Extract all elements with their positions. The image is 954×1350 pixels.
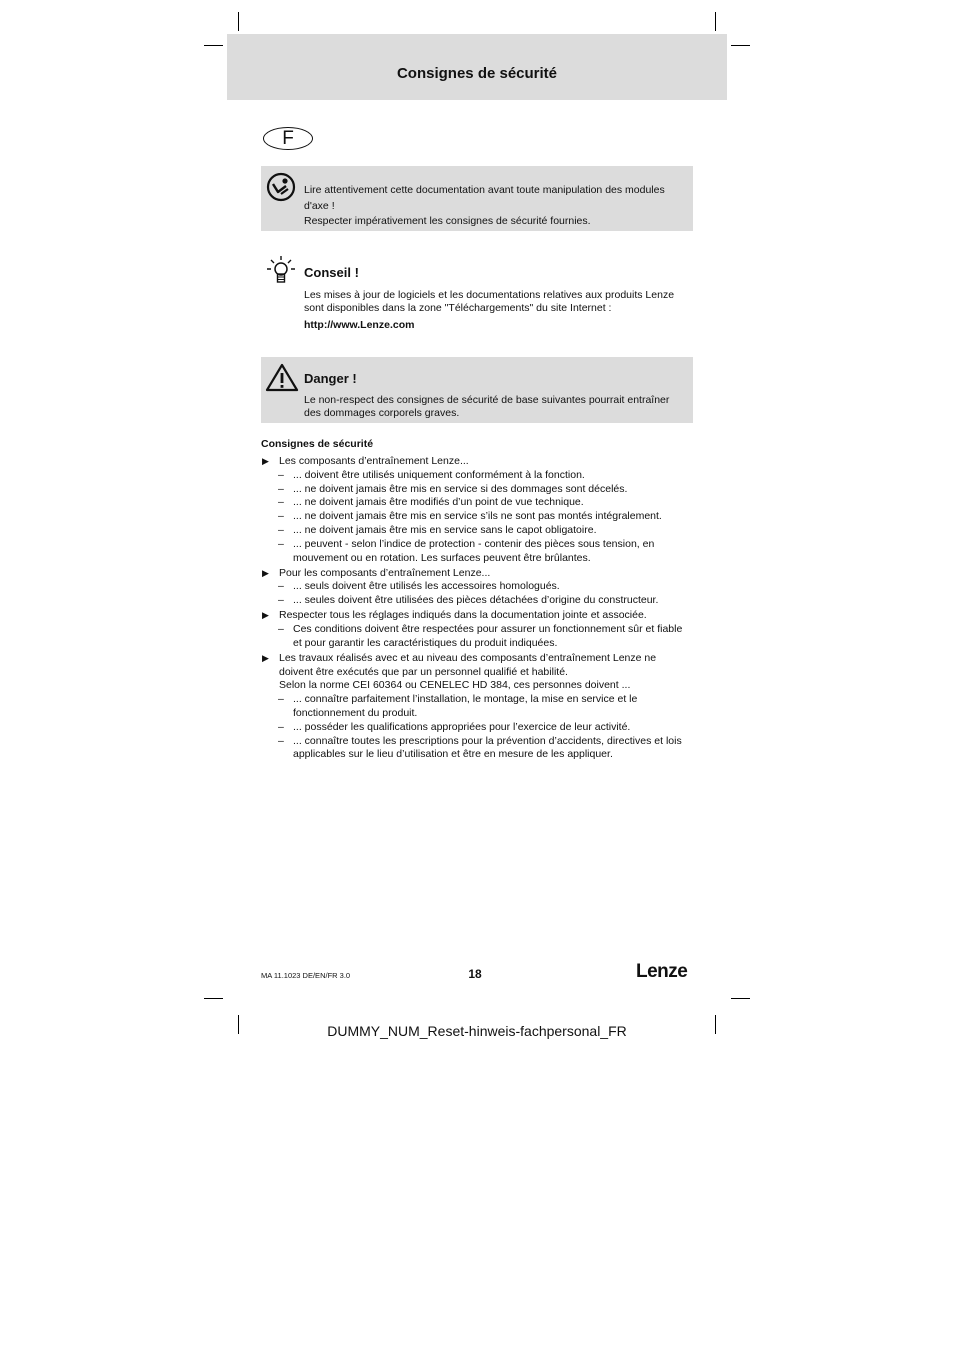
bullet-arrow-icon: ▶ — [262, 652, 269, 663]
crop-mark — [238, 12, 239, 31]
list-item-text: ... seuls doivent être utilisés les accessoires homologués. — [293, 580, 560, 593]
sub-item — [261, 735, 691, 763]
sub-item — [261, 594, 691, 608]
crop-mark — [204, 998, 223, 999]
dash-marker: – — [278, 720, 284, 733]
bullet-item — [261, 609, 691, 623]
page-header — [227, 34, 727, 100]
sub-item — [261, 693, 691, 721]
list-item-text: ... ne doivent jamais être mis en service si des dommages sont décelés. — [293, 482, 628, 495]
lenze-logo: Lenze — [636, 961, 688, 982]
list-item-text: ... connaître parfaitement l’installation, le montage, la mise en service et le fonctionnement du produit. — [293, 693, 638, 719]
sub-item — [261, 510, 691, 524]
sub-item — [261, 524, 691, 538]
lightbulb-icon — [266, 255, 296, 285]
list-item-text: Ces conditions doivent être respectées pour assurer un fonctionnement sûr et fiable et pour garantir les caractéristiques du produit indiquées. — [293, 622, 683, 649]
tip-text: Les mises à jour de logiciels et les documentations relatives aux produits Lenze sont disponibles dans la zone "Téléchargements" du site Internet : — [304, 289, 675, 314]
sub-item — [261, 721, 691, 735]
read-documentation-icon — [266, 172, 296, 202]
tip-url: http://www.Lenze.com — [304, 319, 415, 331]
dash-marker: – — [278, 580, 284, 593]
dash-marker: – — [278, 734, 284, 747]
read-notice-line-1: Lire attentivement cette documentation avant toute manipulation des modules d'axe ! — [304, 184, 665, 212]
list-item-text: ... doivent être utilisés uniquement conformément à la fonction. — [293, 468, 585, 481]
list-item-text: Les travaux réalisés avec et au niveau des composants d’entraînement Lenze ne doivent être exécutés que par un personnel qualifié et habilité. — [279, 651, 657, 678]
list-item-text: ... ne doivent jamais être modifiés d’un point de vue technique. — [293, 496, 584, 509]
sub-item — [261, 623, 691, 651]
sub-item — [261, 538, 691, 566]
dash-marker: – — [278, 468, 284, 481]
bullet-item — [261, 567, 691, 581]
list-paragraph — [261, 679, 691, 693]
list-item-text: ... ne doivent jamais être mis en service s’ils ne sont pas montés intégralement. — [293, 510, 662, 523]
file-label: DUMMY_NUM_Reset-hinweis-fachpersonal_FR — [327, 1023, 627, 1039]
dash-marker: – — [278, 510, 284, 523]
crop-mark — [204, 45, 223, 46]
page-title: Consignes de sécurité — [396, 65, 558, 82]
dash-marker: – — [278, 496, 284, 509]
list-item-text: ... connaître toutes les prescriptions pour la prévention d’accidents, directives et lois applicables sur le lieu d’utilisation et être en mesure de les appliquer. — [293, 734, 682, 761]
crop-mark — [731, 998, 750, 999]
language-badge: F — [263, 127, 313, 150]
list-item-text: Les composants d’entraînement Lenze... — [279, 455, 469, 467]
page-number: 18 — [468, 967, 482, 981]
dash-marker: – — [278, 622, 284, 635]
document-reference: MA 11.1023 DE/EN/FR 3.0 — [261, 971, 351, 980]
tip-title: Conseil ! — [304, 265, 359, 280]
warning-triangle-icon — [265, 362, 299, 392]
bullet-arrow-icon: ▶ — [262, 456, 269, 466]
sub-item — [261, 469, 691, 483]
dash-marker: – — [278, 693, 284, 706]
list-item-text: ... seules doivent être utilisées des pièces détachées d’origine du constructeur. — [293, 594, 659, 607]
list-item-text: Respecter tous les réglages indiqués dans la documentation jointe et associée. — [279, 609, 647, 622]
list-item-text: ... ne doivent jamais être mis en service sans le capot obligatoire. — [293, 523, 597, 536]
list-item-text: Selon la norme CEI 60364 ou CENELEC HD 384, ces personnes doivent ... — [279, 679, 631, 692]
list-item-text: Pour les composants d’entraînement Lenze... — [279, 566, 491, 579]
sub-item — [261, 580, 691, 594]
danger-title: Danger ! — [304, 371, 357, 386]
safety-list — [261, 455, 691, 762]
bullet-item — [261, 652, 691, 680]
dash-marker: – — [278, 523, 284, 536]
dash-marker: – — [278, 482, 284, 495]
crop-mark — [731, 45, 750, 46]
bullet-item — [261, 455, 691, 469]
sub-item — [261, 496, 691, 510]
section-title: Consignes de sécurité — [261, 438, 374, 450]
list-item-text: ... posséder les qualifications appropriées pour l’exercice de leur activité. — [293, 720, 631, 733]
crop-mark — [715, 12, 716, 31]
sub-item — [261, 483, 691, 497]
dash-marker: – — [278, 594, 284, 607]
bullet-arrow-icon: ▶ — [262, 567, 269, 578]
danger-text: Le non-respect des consignes de sécurité de base suivantes pourrait entraîner des dommages corporels graves. — [304, 394, 670, 419]
dash-marker: – — [278, 537, 284, 550]
bullet-arrow-icon: ▶ — [262, 610, 269, 621]
read-notice-line-2: Respecter impérativement les consignes de sécurité fournies. — [304, 215, 591, 227]
list-item-text: ... peuvent - selon l’indice de protection - contenir des pièces sous tension, en mouvement ou en rotation. Les surfaces peuvent être brûlantes. — [293, 537, 655, 564]
